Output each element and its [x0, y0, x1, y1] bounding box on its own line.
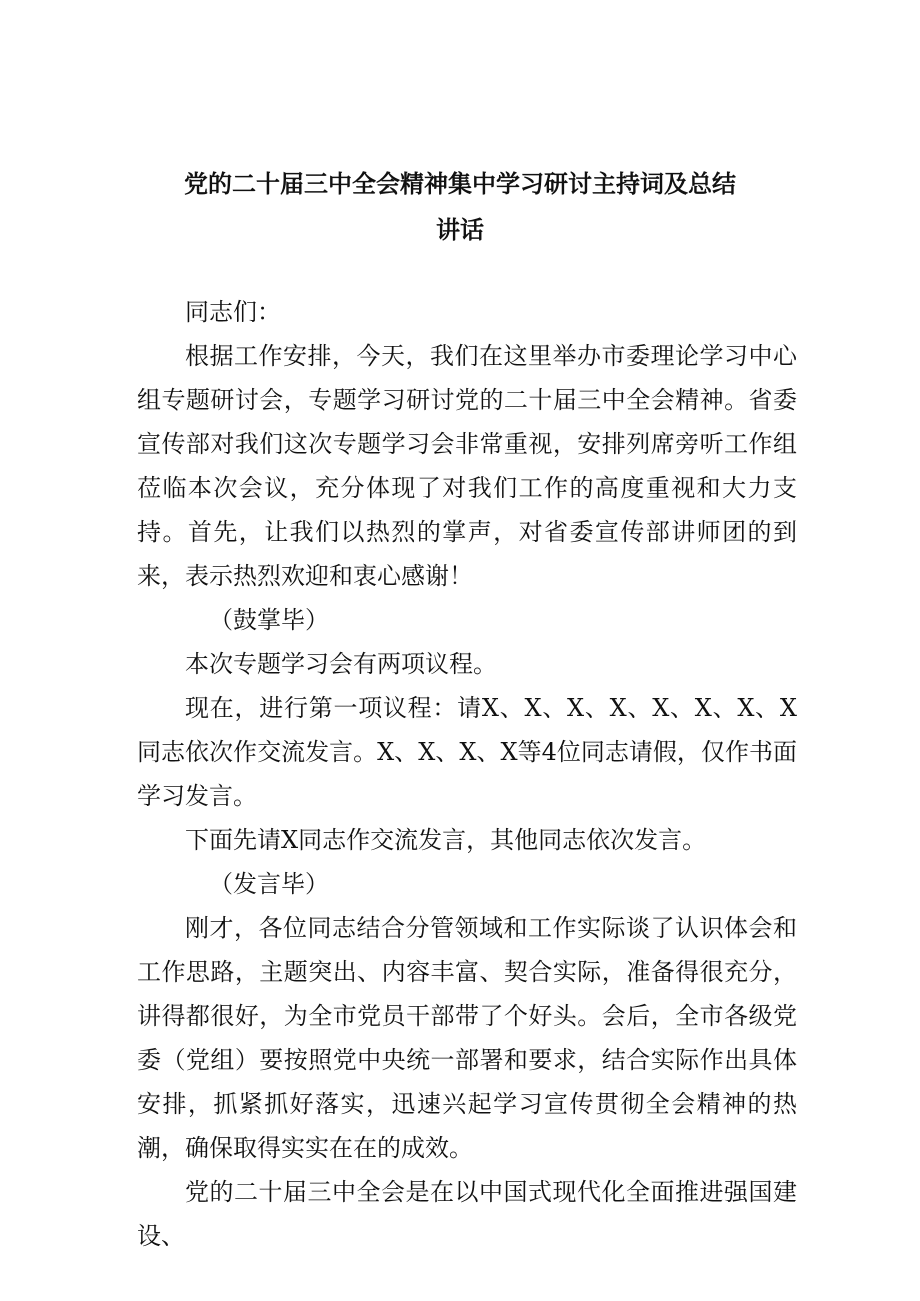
document-title-line-1: 党的二十届三中全会精神集中学习研讨主持词及总结	[184, 170, 736, 198]
salutation: 同志们：	[185, 298, 281, 326]
paragraph-agenda: 本次专题学习会有两项议程。	[185, 650, 497, 678]
stage-note-applause: （鼓掌毕）	[209, 606, 329, 634]
paragraph-opening: 根据工作安排，今天，我们在这里举办市委理论学习中心组专题研讨会，专题学习研讨党的二十届三中全会精神。省委宣传部对我们这次专题学习会非常重视，安排列席旁听工作组莅临本次会议，充分体现了对我们工作的高度重视和大力支持。首先，让我们以热烈的掌声，对省委宣传部讲师团的到来，表示热烈欢迎和衷心感谢！	[137, 342, 797, 590]
document-title-line-2: 讲话	[436, 216, 484, 244]
paragraph-first-speaker: 下面先请X同志作交流发言，其他同志依次发言。	[185, 826, 707, 854]
document-body	[137, 290, 797, 1258]
stage-note-speeches-end: （发言毕）	[209, 870, 329, 898]
paragraph-first-item: 现在，进行第一项议程：请X、X、X、X、X、X、X、X同志依次作交流发言。X、X、X、X等4位同志请假，仅作书面学习发言。	[137, 694, 797, 810]
paragraph-plenum: 党的二十届三中全会是在以中国式现代化全面推进强国建设、	[137, 1178, 797, 1250]
paragraph-summary: 刚才，各位同志结合分管领域和工作实际谈了认识体会和工作思路，主题突出、内容丰富、契合实际，准备得很充分，讲得都很好，为全市党员干部带了个好头。会后，全市各级党委（党组）要按照党中央统一部署和要求，结合实际作出具体安排，抓紧抓好落实，迅速兴起学习宣传贯彻全会精神的热潮，确保取得实实在在的成效。	[137, 914, 797, 1162]
